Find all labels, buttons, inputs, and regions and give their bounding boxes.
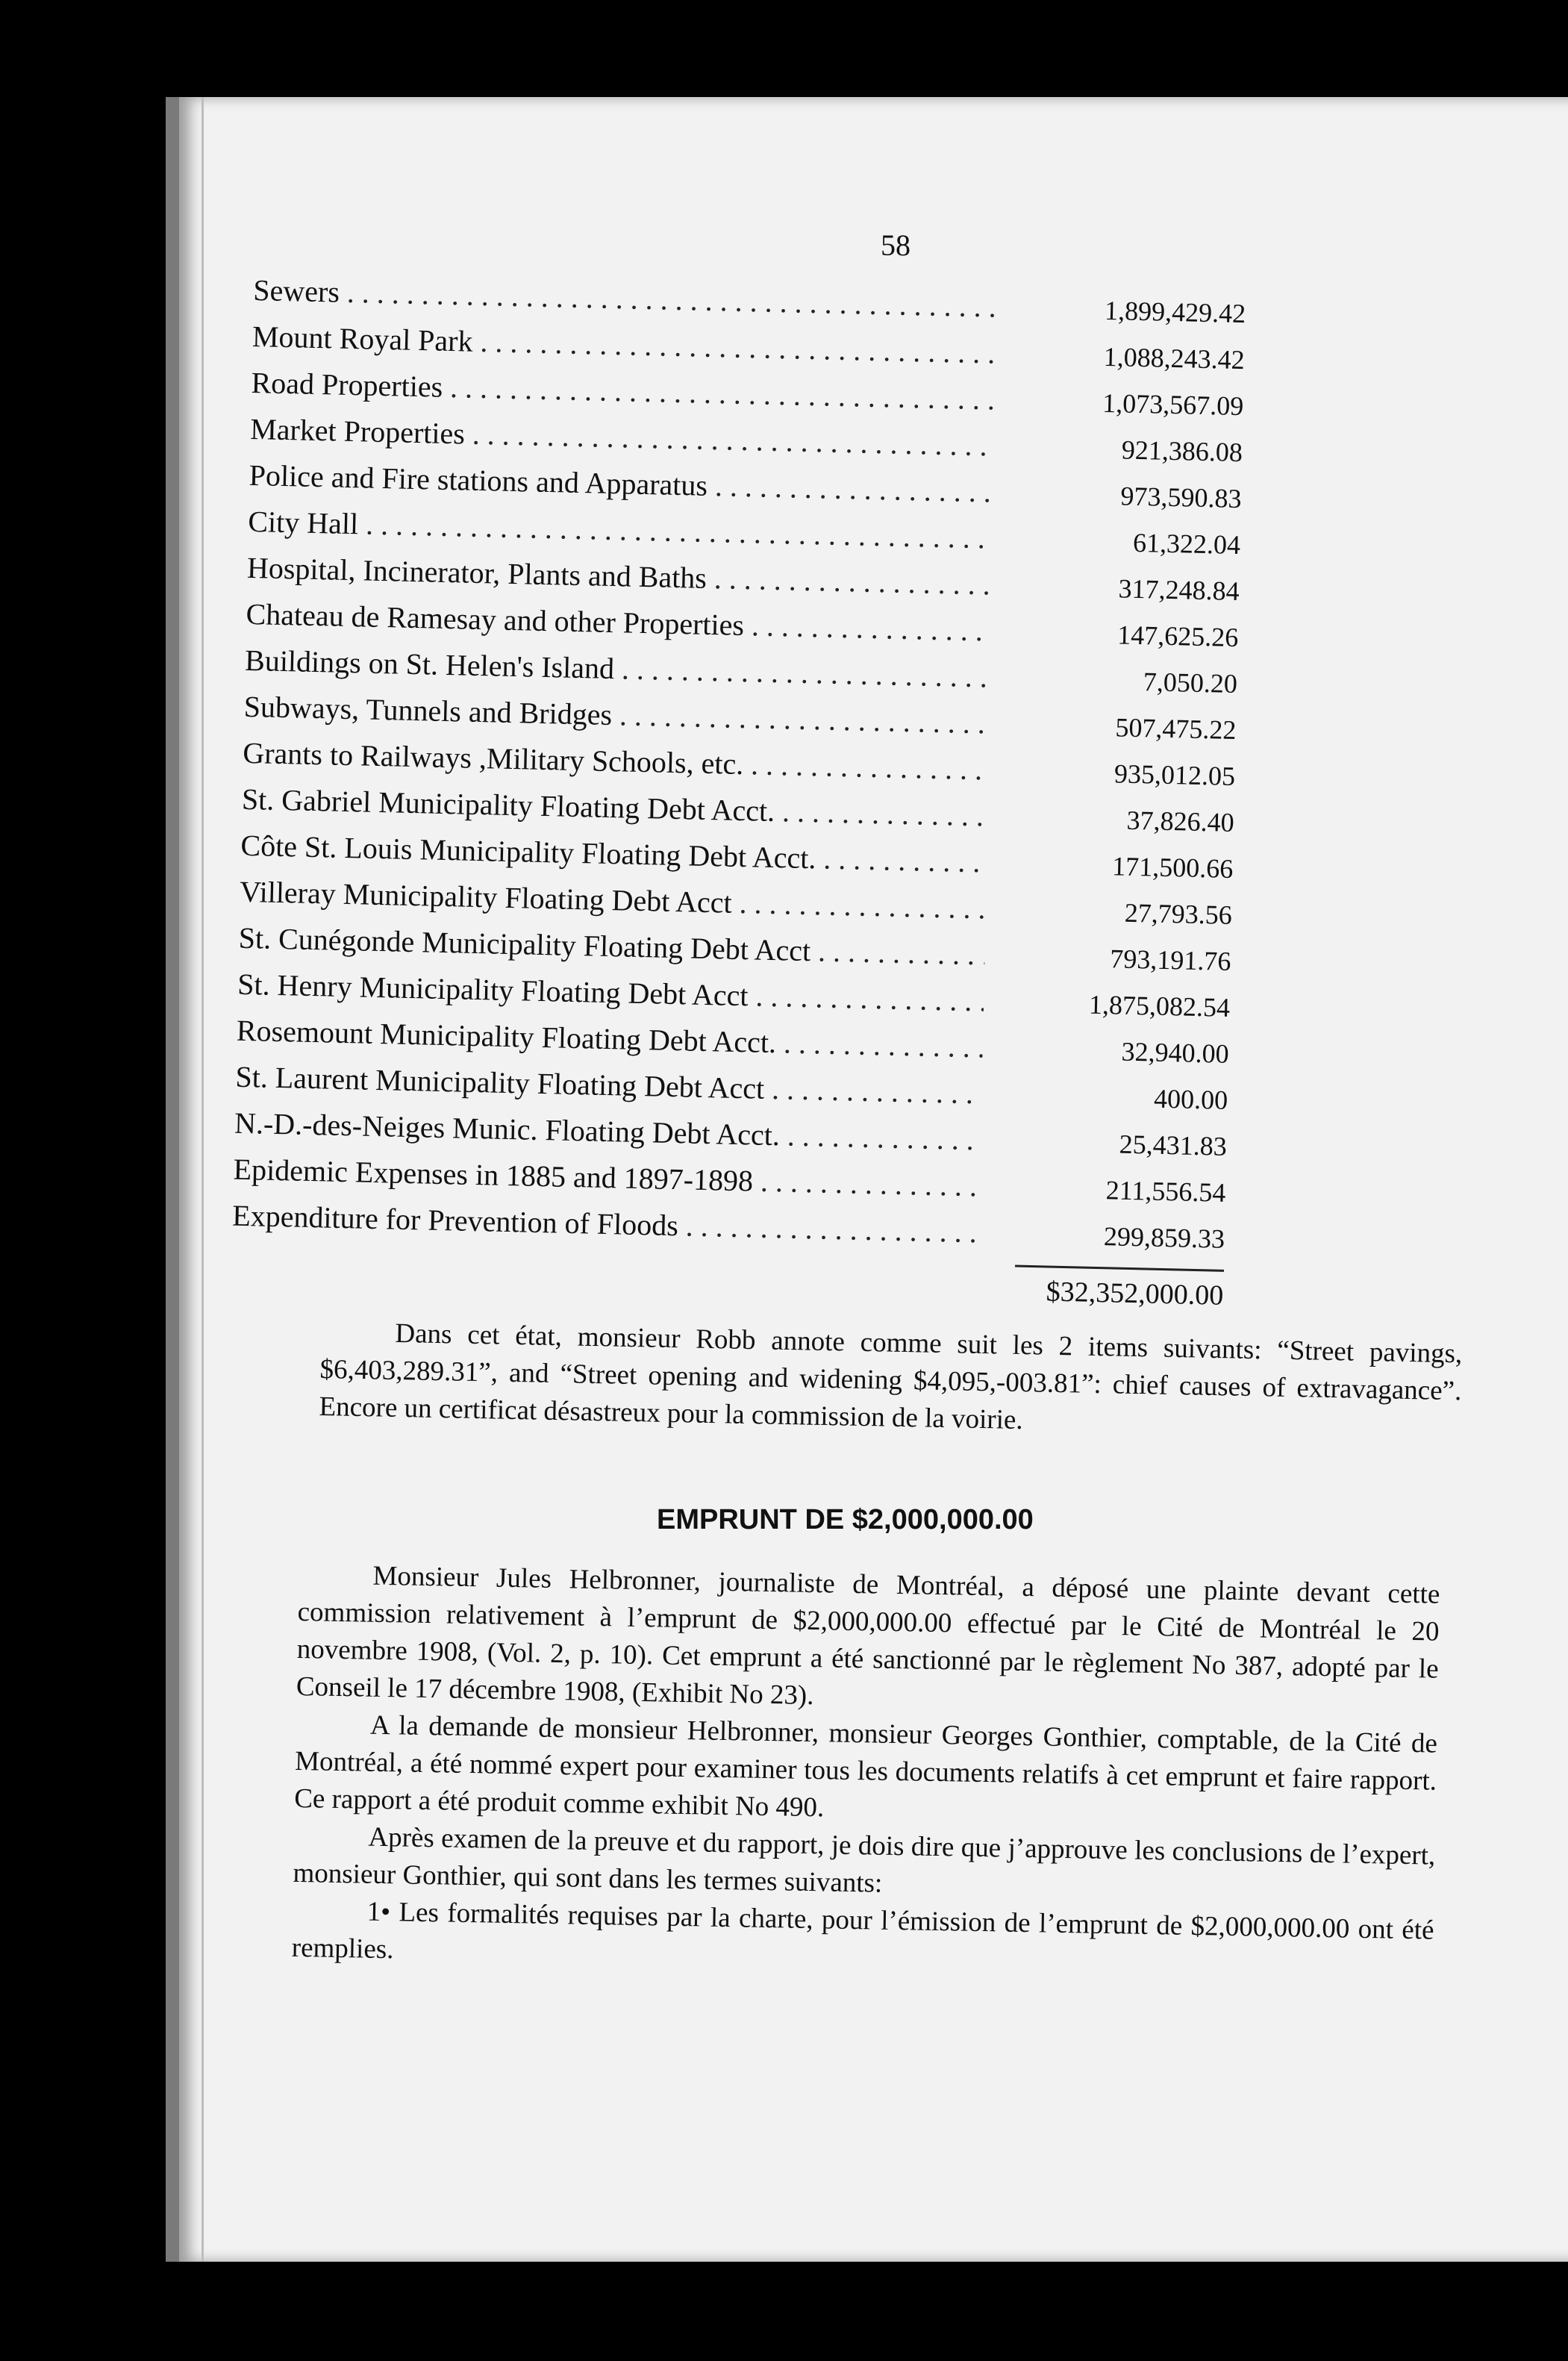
paragraph-item-1: 1• Les formalités requises par la charte, pour l’émission de l’emprunt de $2,000,000.00 ont été remplies.	[291, 1896, 1434, 1965]
ledger-item-label: Rosemount Municipality Floating Debt Acct. . . .	[236, 1013, 983, 1065]
ledger-item-label: Grants to Railways ,Military Schools, etc. . . .	[243, 735, 990, 787]
paragraph-text: Dans cet état, monsieur Robb annote comme suit les 2 items suivants: “Street pavings, $6,403,289.31”, and “Street opening and widening $4,095,-003.81”: chief causes of extravagance”. Encore un certificat désastreux pour la commission de la voirie.	[319, 1317, 1463, 1436]
ledger-item-label: St. Cunégonde Municipality Floating Debt Acct . . .	[238, 920, 985, 973]
ledger-item-amount: 147,625.26	[1116, 620, 1239, 653]
ledger-item-label: Sewers . . .	[253, 272, 1000, 325]
ledger-item-label: Villeray Municipality Floating Debt Acct . . .	[240, 874, 987, 926]
ledger-item-amount: 317,248.84	[1118, 573, 1240, 607]
ledger-item-label: Police and Fire stations and Apparatus . . .	[249, 458, 996, 510]
ledger-item-label: Epidemic Expenses in 1885 and 1897-1898 . . .	[233, 1152, 980, 1204]
ledger-item-label: Chateau de Ramesay and other Properties . . .	[246, 596, 993, 649]
ledger-item-label: St. Laurent Municipality Floating Debt Acct . . .	[235, 1059, 982, 1111]
ledger-item-label: Market Properties . . .	[250, 411, 997, 464]
ledger-item-amount: 1,899,429.42	[1104, 295, 1246, 329]
ledger-item-amount: 1,875,082.54	[1088, 989, 1231, 1023]
ledger-item-amount: 973,590.83	[1120, 481, 1242, 514]
ledger-item-label: Côte St. Louis Municipality Floating Debt Acct. . . .	[240, 828, 987, 880]
ledger-item-amount: 793,191.76	[1109, 944, 1231, 976]
ledger-item-amount: 299,859.33	[1103, 1221, 1225, 1254]
ledger-item-label: City Hall . . .	[248, 504, 995, 556]
expenditure-ledger	[231, 272, 1373, 1315]
ledger-item-amount: 1,073,567.09	[1102, 387, 1244, 422]
robb-annotation-paragraph	[319, 1314, 1463, 1447]
ledger-item-label: Buildings on St. Helen's Island . . .	[245, 643, 992, 695]
loan-section-body	[291, 1556, 1440, 1987]
ledger-total: $32,352,000.00	[1046, 1276, 1224, 1312]
ledger-item-amount: 27,793.56	[1124, 897, 1233, 930]
ledger-item-amount: 935,012.05	[1113, 758, 1236, 792]
ledger-item-label: Subways, Tunnels and Bridges . . .	[243, 689, 990, 741]
ledger-item-amount: 921,386.08	[1121, 434, 1243, 468]
ledger-item-amount: 32,940.00	[1121, 1036, 1230, 1069]
paragraph-conclusion: Après examen de la preuve et du rapport, je dois dire que j’approuve les conclusions de l’expert, monsieur Gonthier, qui sont dans les termes suivants:	[293, 1821, 1436, 1899]
ledger-item-label: Road Properties . . .	[251, 365, 998, 417]
page-binding-edge	[202, 97, 204, 2262]
ledger-item-amount: 25,431.83	[1119, 1129, 1228, 1161]
ledger-item-amount: 400.00	[1153, 1083, 1228, 1115]
ledger-item-label: Hospital, Incinerator, Plants and Baths . . .	[246, 550, 993, 602]
ledger-item-amount: 211,556.54	[1105, 1175, 1226, 1208]
ledger-item-label: Mount Royal Park . . .	[252, 319, 999, 371]
ledger-item-label: St. Gabriel Municipality Floating Debt Acct. . . .	[241, 782, 988, 834]
ledger-item-label: St. Henry Municipality Floating Debt Acct . . .	[237, 967, 984, 1019]
ledger-item-amount: 7,050.20	[1143, 667, 1238, 699]
section-heading: EMPRUNT DE $2,000,000.00	[657, 1504, 1034, 1535]
paragraph-expert: A la demande de monsieur Helbronner, monsieur Georges Gonthier, comptable, de la Cité de Montréal, a été nommé expert pour examiner tous les documents relatifs à cet emprunt et faire rapport. Ce rapport a été produit comme exhibit No 490.	[293, 1709, 1438, 1824]
page-number: 58	[881, 228, 910, 262]
ledger-item-amount: 1,088,243.42	[1103, 341, 1246, 375]
ledger-item-label: Expenditure for Prevention of Floods . . .	[232, 1198, 979, 1250]
ledger-item-amount: 61,322.04	[1132, 527, 1241, 561]
paragraph-complaint: Monsieur Jules Helbronner, journaliste de Montréal, a déposé une plainte devant cette commission relativement à l’emprunt de $2,000,000.00 effectué par le Cité de Montréal le 20 novembre 1908, (Vol. 2, p. 10). Cet emprunt a été sanctionné par le règlement No 387, adopté par le Conseil le 17 décembre 1908, (Exhibit No 23).	[296, 1560, 1440, 1712]
ledger-item-amount: 171,500.66	[1111, 851, 1234, 884]
ledger-item-amount: 37,826.40	[1126, 805, 1235, 838]
ledger-item-amount: 507,475.22	[1115, 712, 1237, 746]
ledger-item-label: N.-D.-des-Neiges Munic. Floating Debt Acct. . . .	[234, 1105, 981, 1158]
